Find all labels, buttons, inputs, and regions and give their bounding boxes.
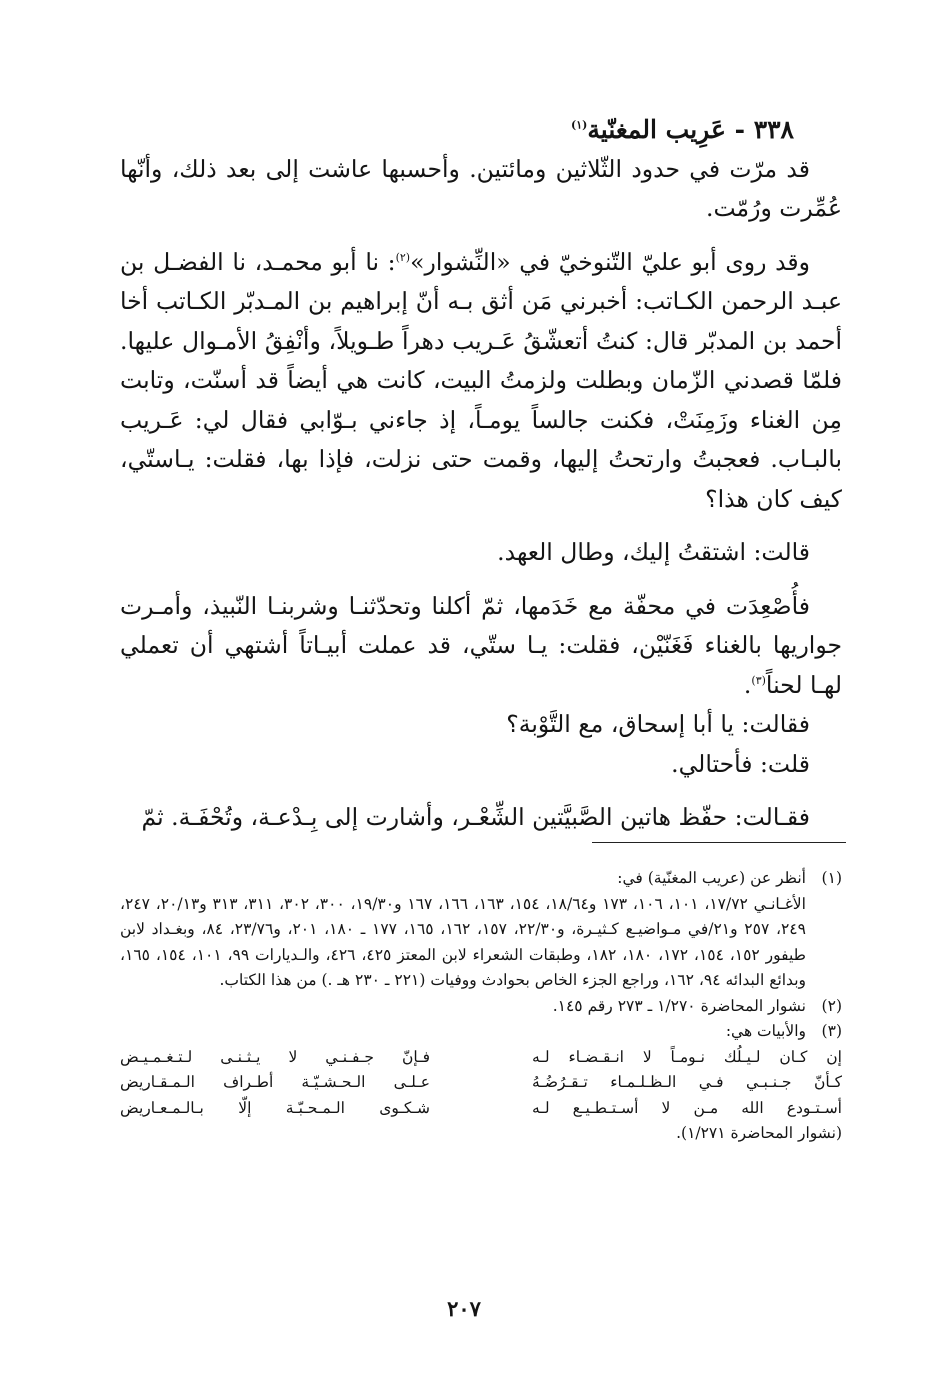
entry-heading xyxy=(120,110,842,150)
verse-second-hemistich: فـإنّ جـفـنـي لا يـثـنـى لـتـغـمـيـض xyxy=(120,1047,430,1066)
footnote-body xyxy=(120,1019,806,1045)
verse-line xyxy=(120,1096,842,1122)
verse-second-hemistich: عـلـى الـحـشـيّـة أطـراف الـمـقـاريض xyxy=(120,1073,430,1091)
footnotes xyxy=(120,866,842,1147)
verse-first-hemistich: أسـتـودع الله مـن لا أسـتـطـيـع لـه xyxy=(532,1098,842,1117)
verse-line xyxy=(120,1045,842,1071)
footnote-ref-1: (١) xyxy=(571,118,588,132)
footnote-body xyxy=(120,866,806,994)
paragraph-2-rest: : نا أبو محمـد، نا الفضـل بن عبـد الرحمن الكـاتب: أخبرني مَن أثق بـه أنّ إبراهيم بن المـدبّر الكـاتب أخا أحمد بن المدبّر قال: كنتُ أتعشّقُ عَـريب دهراً طـويلاً، وأنْفِقُ الأمـوال عليها. فلمّا قصدني الزّمان وبطلت ولزمتُ البيت، كانت هي أيضاً قد أسنّت، وتابت مِن الغناء وزَمِنَتْ، فكنت جالساً يومـاً، إذ جاءني بـوّابي فقال لي: عَـريب بالبـاب. فعجبتُ وارتحتُ إليها، وقمت حتى نزلت، فإذا بها، فقلت: يـاستّي، كيف كان هذا؟ xyxy=(120,247,842,513)
verse-line xyxy=(120,1070,842,1096)
verse-second-hemistich: شـكـوى الـمـحـبّـة إلّا بـالـمـعـاريض xyxy=(120,1098,430,1117)
footnote-line: الأغـانـي ١٧/٧٢، ١٠١، ١٠٦، ١٧٣ و١٨/٦٤، ١٥٤، ١٦٣، ١٦٦، ١٦٧ و١٩/٣٠، ٣٠٠، ٣٠٢، ٣١١، ٣١٣ و٢٠/١٣، ٢٤٧، ٢٤٩، ٢٥٧ و٢١/في مـواضيـع كـثيـرة، و٢٢/٣٠، ١٥٧، ١٦٢، ١٦٥، ١٧٧ ـ ١٨٠، ٢٠١، و٢٣/٧٦، ٨٤، وبغـداد لابن طيفور ١٥٢، ١٥٤، ١٧٢، ١٨٠، ١٨٢، وطبقات الشعراء لابن المعتز ٤٢٥، ٤٢٦، والـديارات ٩٩، ١٠١، ١٥٤، ١٦٥، وبدائع البدائه ٩٤، ١٦٢، وراجع الجزء الخاص بحوادث ووفيات (٢٢١ ـ ٢٣٠ هـ .) من هذا الكتاب. xyxy=(120,894,806,989)
verse-source: (نشوار المحاضرة ١/٢٧١). xyxy=(676,1124,842,1142)
paragraph-1: قد مرّت في حدود الثّلاثين ومائتين. وأحسبها عاشت إلى بعد ذلك، وأنّها عُمِّرت ورُمّت. xyxy=(120,154,842,222)
footnote-line: نشوار المحاضرة ١/٢٧٠ ـ ٢٧٣ رقم ١٤٥. xyxy=(552,996,806,1015)
entry-title: عَرِيب المغنّية xyxy=(587,115,726,144)
page-number: ٢٠٧ xyxy=(447,1296,481,1321)
paragraph-6: قلت: فأحتالي. xyxy=(671,749,810,778)
paragraph-4-text: فأُصْعِدَت في محفّة مع خَدَمها، ثمّ أكلنا وتحدّثنـا وشربنـا النّبيذ، وأمـرت جواريها بالغناء فَغَنّيْن، فقلت: يـا ستّي، قد عملت أبيـاتاً أشتهي أن تعملي لهـا لحناً xyxy=(120,591,842,699)
footnote-number: (٢) xyxy=(821,996,842,1015)
entry-number: ٣٣٨ xyxy=(753,115,794,144)
paragraph-7: فقـالت: حفّظ هاتين الصَّبيَّتين الشِّعْـر، وأشارت إلى بِـدْعـة، وتُحْفَـة. ثمّ xyxy=(141,803,810,831)
verse-first-hemistich: إن كـان لـيـلُك نـومـاً لا انـقـضـاء لـه xyxy=(532,1047,842,1066)
footnote-number: (١) xyxy=(821,869,842,887)
paragraph-3: قالت: اشتقتُ إليك، وطال العهد. xyxy=(497,538,810,566)
footnote-ref-3: (٣) xyxy=(751,673,766,687)
paragraph-5: فقالت: يا أبا إسحاق، مع التَّوْبة؟ xyxy=(506,710,810,738)
footnote-ref-2: (٢) xyxy=(395,250,411,264)
footnote-body xyxy=(120,994,806,1020)
footnote-2 xyxy=(120,994,842,1020)
footnote-3 xyxy=(120,1019,842,1045)
verses xyxy=(120,1045,842,1147)
footnote-line: والأبيات هي: xyxy=(725,1022,806,1040)
paragraph-2 xyxy=(120,243,842,520)
entry-separator: - xyxy=(734,115,745,144)
main-text xyxy=(120,110,842,838)
verse-first-hemistich: كـأنّ جـنـبـي فـي الـظـلـمـاء تـقـرُضُـهُ xyxy=(532,1073,842,1091)
footnote-divider xyxy=(592,842,846,843)
footnote-number: (٣) xyxy=(821,1022,842,1040)
footnote-1 xyxy=(120,866,842,994)
paragraph-4: فأُصْعِدَت في محفّة مع خَدَمها، ثمّ أكلنا وتحدّثنـا وشربنـا النّبيذ، وأمـرت جواريها بالغناء فَغَنّيْن، فقلت: يـا ستّي، قد عملت أبيـاتاً أشتهي أن تعملي لهـا لحناً$^{(٣)}$. xyxy=(120,591,842,699)
paragraph-2-start: وقد روى أبو عليّ التّنوخيّ في «النِّشوار» xyxy=(410,247,810,276)
footnote-line: أنظر عن (عريب المغنّية) في: xyxy=(617,869,806,887)
